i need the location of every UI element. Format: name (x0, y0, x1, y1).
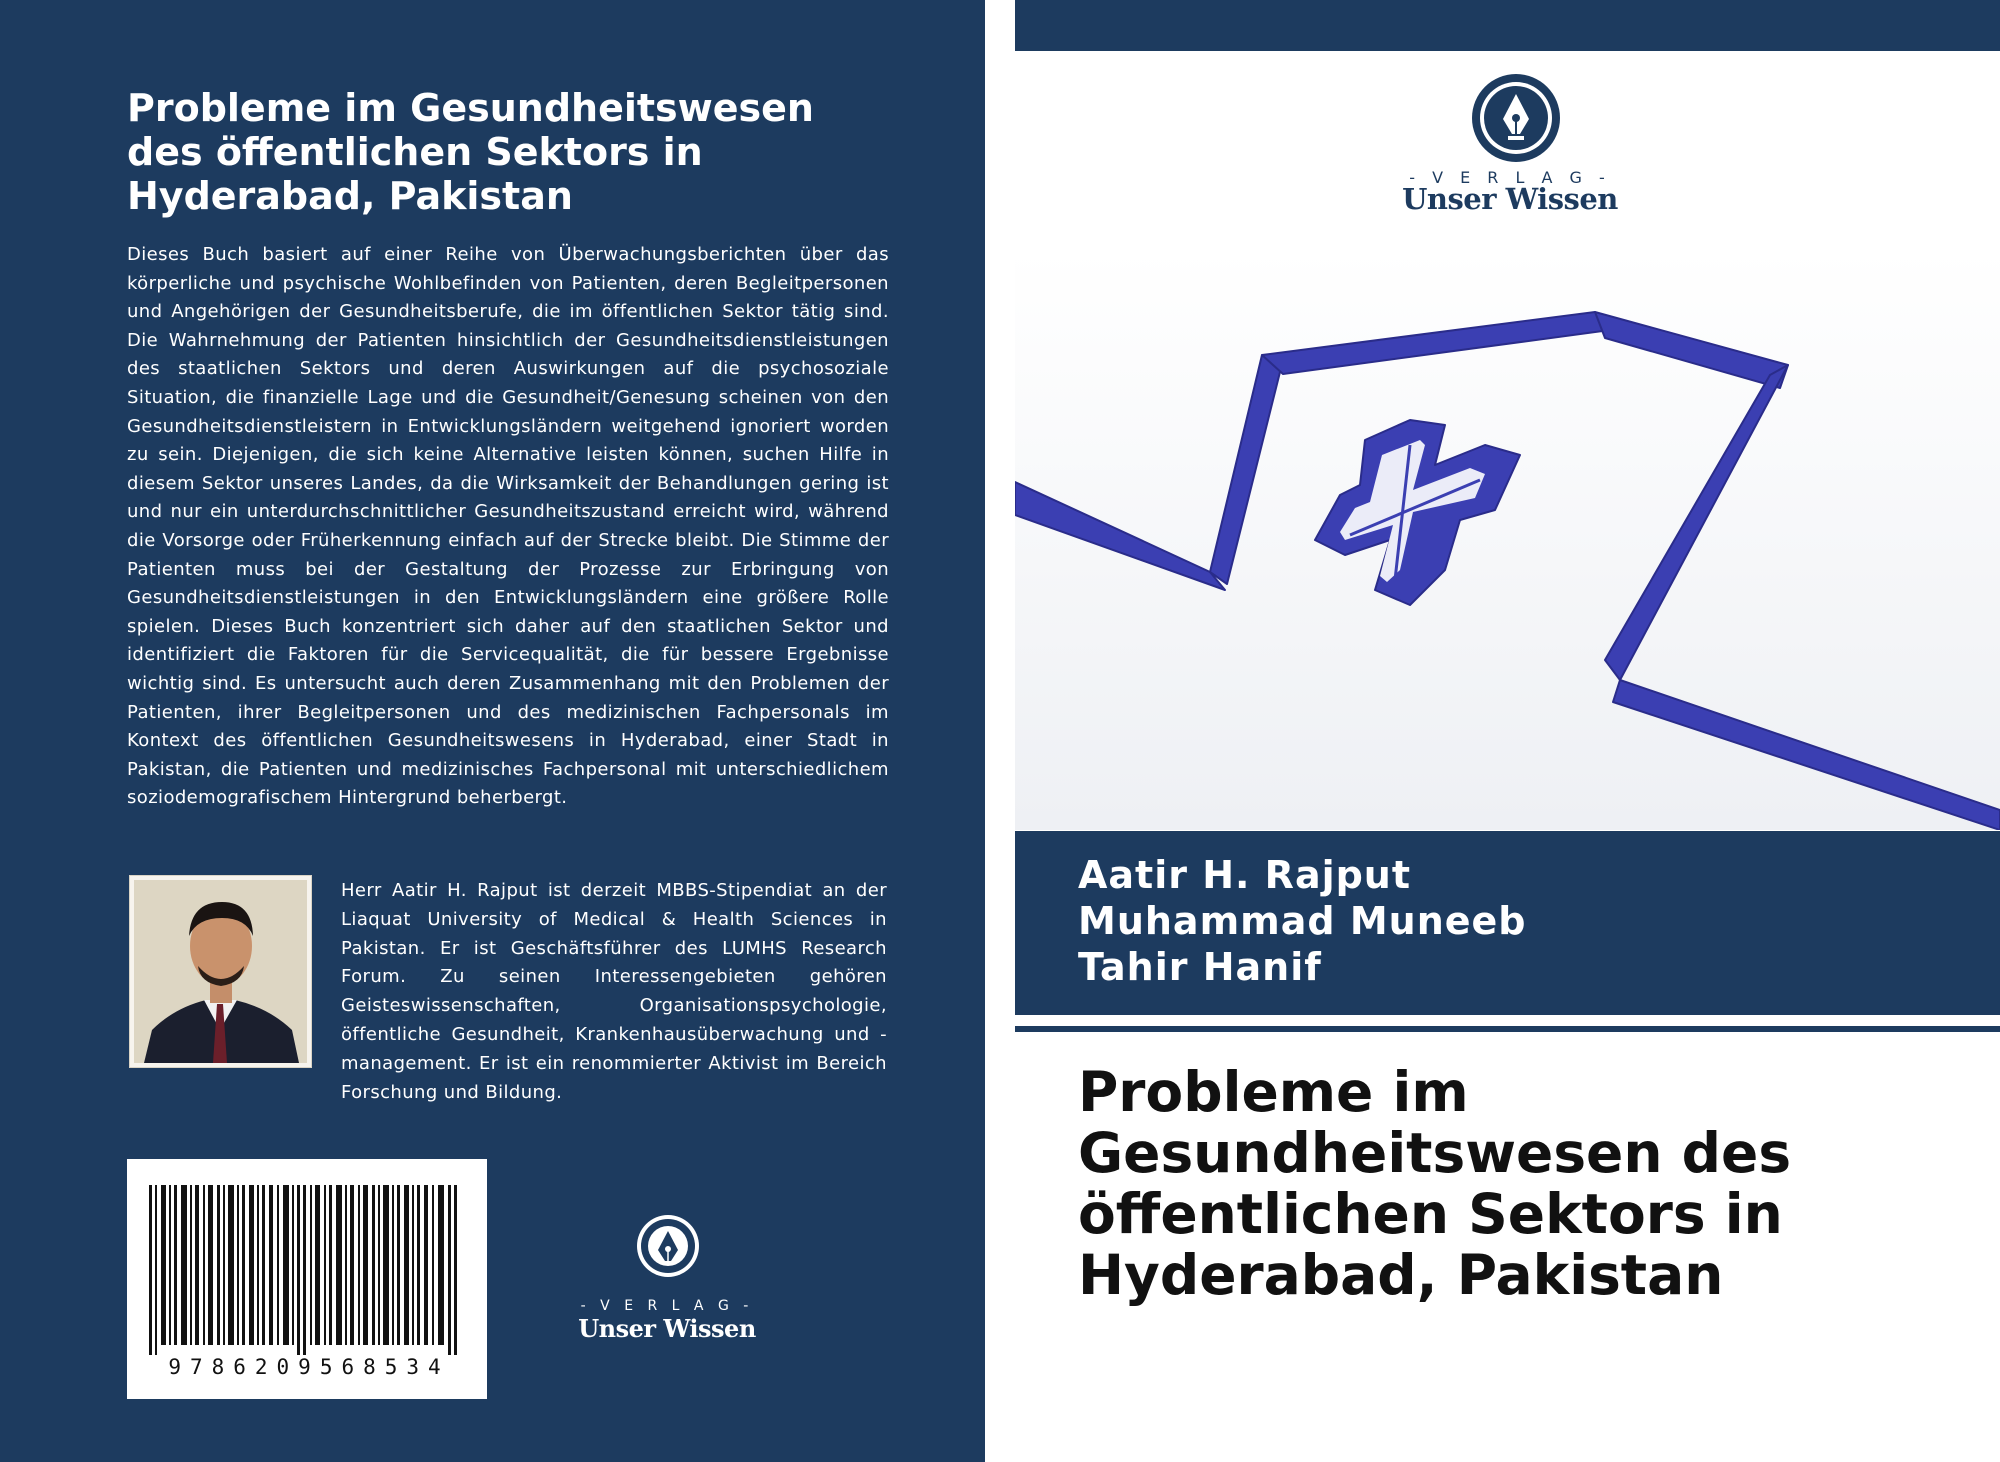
fountain-pen-nib-icon (1470, 72, 1562, 164)
isbn-barcode (127, 1159, 487, 1399)
verlag-label: - V E R L A G - (580, 1298, 754, 1314)
publisher-logo-back (567, 1210, 767, 1343)
back-cover (0, 0, 985, 1462)
front-cover-title: Probleme im Gesundheitswesen des öffentlichen Sektors in Hyderabad, Pakistan (1078, 1060, 1792, 1307)
verlag-label: - V E R L A G - (1409, 168, 1611, 187)
publisher-name: Unser Wissen (578, 1314, 756, 1343)
divider (1015, 1026, 2000, 1032)
author-name: Tahir Hanif (1078, 945, 1322, 989)
author-portrait (130, 876, 311, 1067)
front-cover (1015, 0, 2000, 1462)
top-bar (1015, 0, 2000, 51)
author-name: Aatir H. Rajput (1078, 853, 1412, 897)
house-with-cross-illustration (1015, 250, 2000, 830)
publisher-name: Unser Wissen (1402, 182, 1618, 216)
book-blurb: Dieses Buch basiert auf einer Reihe von Überwachungsberichten über das körperliche und psychische Wohlbefinden von Patienten, deren Begleitpersonen und Angehörigen der Gesundheitsberufe, die im öffentlichen Sektor tätig sind. Die Wahrnehmung der Patienten hinsichtlich der Gesundheitsdienstleistungen des staatlichen Sektors und deren Auswirkungen auf die psychosoziale Situation, die finanzielle Lage und die Gesundheit/Genesung scheinen von den Gesundheitsdienstleistern in Entwicklungsländern weitgehend ignoriert worden zu sein. Diejenigen, die sich keine Alternative leisten können, suchen Hilfe in diesem Sektor unseres Landes, da die Wirksamkeit der Behandlungen gering ist und nur ein unterdurchschnittlicher Gesundheitszustand erreicht wird, während die Vorsorge oder Früherkennung einfach auf der Strecke bleibt. Die Stimme der Patienten muss bei der Gestaltung der Prozesse zur Erbringung von Gesundheitsdienstleistungen in den Entwicklungsländern eine größere Rolle spielen. Dieses Buch konzentriert sich daher auf den staatlichen Sektor und identifiziert die Faktoren für die Servicequalität, die für bessere Ergebnisse wichtig sind. Es untersucht auch deren Zusammenhang mit den Problemen der Patienten, ihrer Begleitpersonen und des medizinischen Fachpersonals im Kontext des öffentlichen Gesundheitswesens in Hyderabad, einer Stadt in Pakistan, die Patienten und medizinisches Fachpersonal mit unterschiedlichem soziodemografischem Hintergrund beherbergt. (127, 244, 889, 809)
publisher-logo-front (1370, 72, 1650, 222)
authors-band (1015, 831, 2000, 1015)
isbn-digits: 9786209568534 (168, 1355, 450, 1379)
author-bio: Herr Aatir H. Rajput ist derzeit MBBS-Stipendiat an der Liaquat University of Medical & Health Sciences in Pakistan. Er ist Geschäftsführer des LUMHS Research Forum. Zu seinen Interessengebieten gehören Geisteswissenschaften, Organisationspsychologie, öffentliche Gesundheit, Krankenhausüberwachung und -management. Er ist ein renommierter Aktivist im Bereich Forschung und Bildung. (341, 880, 887, 1103)
barcode (127, 1159, 487, 1359)
author-portrait-image (134, 880, 307, 1063)
author-name: Muhammad Muneeb (1078, 899, 1527, 943)
fountain-pen-nib-icon (636, 1210, 700, 1290)
back-cover-title: Probleme im Gesundheitswesen des öffentlichen Sektors in Hyderabad, Pakistan (127, 86, 814, 218)
